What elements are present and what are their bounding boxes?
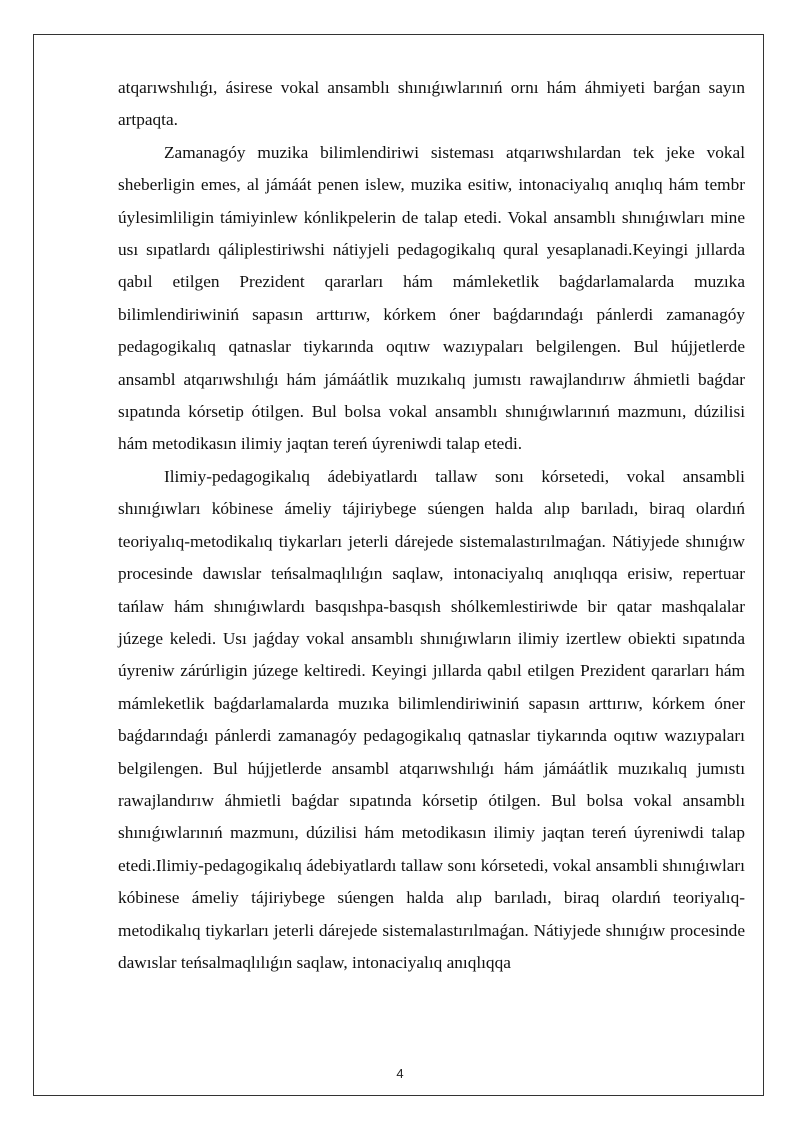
document-body <box>118 72 745 979</box>
paragraph-modern-education: Zamanagóy muzika bilimlendiriwi sisteması atqarıwshılardan tek jeke vokal sheberligin emes, al jámáát penen islew, muzika esitiw, intonaciyalıq anıqlıq hám tembr úylesimliligin támiyinlew kónlikpelerin de talap etedi. Vokal ansamblı shınıǵıwları mine usı sıpatlardı qáliplestiriwshi nátiyjeli pedagogikalıq qural yesaplanadi.Keyingi jıllarda qabıl etilgen Prezident qararları hám mámleketlik baǵdarlamalarda muzıka bilimlendiriwiniń sapasın arttırıw, kórkem óner baǵdarındaǵı pánlerdi zamanagóy pedagogikalıq qatnaslar tiykarında oqıtıw wazıypaları belgilengen. Bul hújjetlerde ansambl atqarıwshılıǵı hám jámáátlik muzıkalıq jumıstı rawajlandırıw áhmietli baǵdar sıpatında kórsetip ótilgen. Bul bolsa vokal ansamblı shınıǵıwlarınıń mazmunı, dúzilisi hám metodikasın ilimiy jaqtan tereń úyreniwdi talap etedi. <box>118 142 745 454</box>
paragraph-continuation: atqarıwshılıǵı, ásirese vokal ansamblı shınıǵıwlarınıń ornı hám áhmiyeti barǵan sayın artpaqta. <box>118 78 745 130</box>
paragraph-literature-analysis: Ilimiy-pedagogikalıq ádebiyatlardı tallaw sonı kórsetedi, vokal ansambli shınıǵıwları kóbinese ámeliy tájiriybege súengen halda alıp barıladı, biraq olardıń teoriyalıq-metodikalıq tiykarları jeterli dárejede sistemalastırılmaǵan. Nátiyjede shınıǵıw procesinde dawıslar teńsalmaqlılıǵın saqlaw, intonaciyalıq anıqlıqqa erisiw, repertuar tańlaw hám shınıǵıwlardı basqıshpa-basqısh shólkemlestiriwde bir qatar mashqalalar júzege keledi. Usı jaǵday vokal ansamblı shınıǵıwların ilimiy izertlew obiekti sıpatında úyreniw zárúrligin júzege keltiredi. Keyingi jıllarda qabıl etilgen Prezident qararları hám mámleketlik baǵdarlamalarda muzıka bilimlendiriwiniń sapasın arttırıw, kórkem óner baǵdarındaǵı pánlerdi zamanagóy pedagogikalıq qatnaslar tiykarında oqıtıw wazıypaları belgilengen. Bul hújjetlerde ansambl atqarıwshılıǵı hám jámáátlik muzıkalıq jumıstı rawajlandırıw áhmietli baǵdar sıpatında kórsetip ótilgen. Bul bolsa vokal ansamblı shınıǵıwlarınıń mazmunı, dúzilisi hám metodikasın ilimiy jaqtan tereń úyreniwdi talap etedi.Ilimiy-pedagogikalıq ádebiyatlardı tallaw sonı kórsetedi, vokal ansambli shınıǵıwları kóbinese ámeliy tájiriybege súengen halda alıp barıladı, biraq olardıń teoriyalıq-metodikalıq tiykarları jeterli dárejede sistemalastırılmaǵan. Nátiyjede shınıǵıw procesinde dawıslar teńsalmaqlılıǵın saqlaw, intonaciyalıq anıqlıqqa <box>118 466 745 972</box>
page-number: 4 <box>396 1066 404 1081</box>
